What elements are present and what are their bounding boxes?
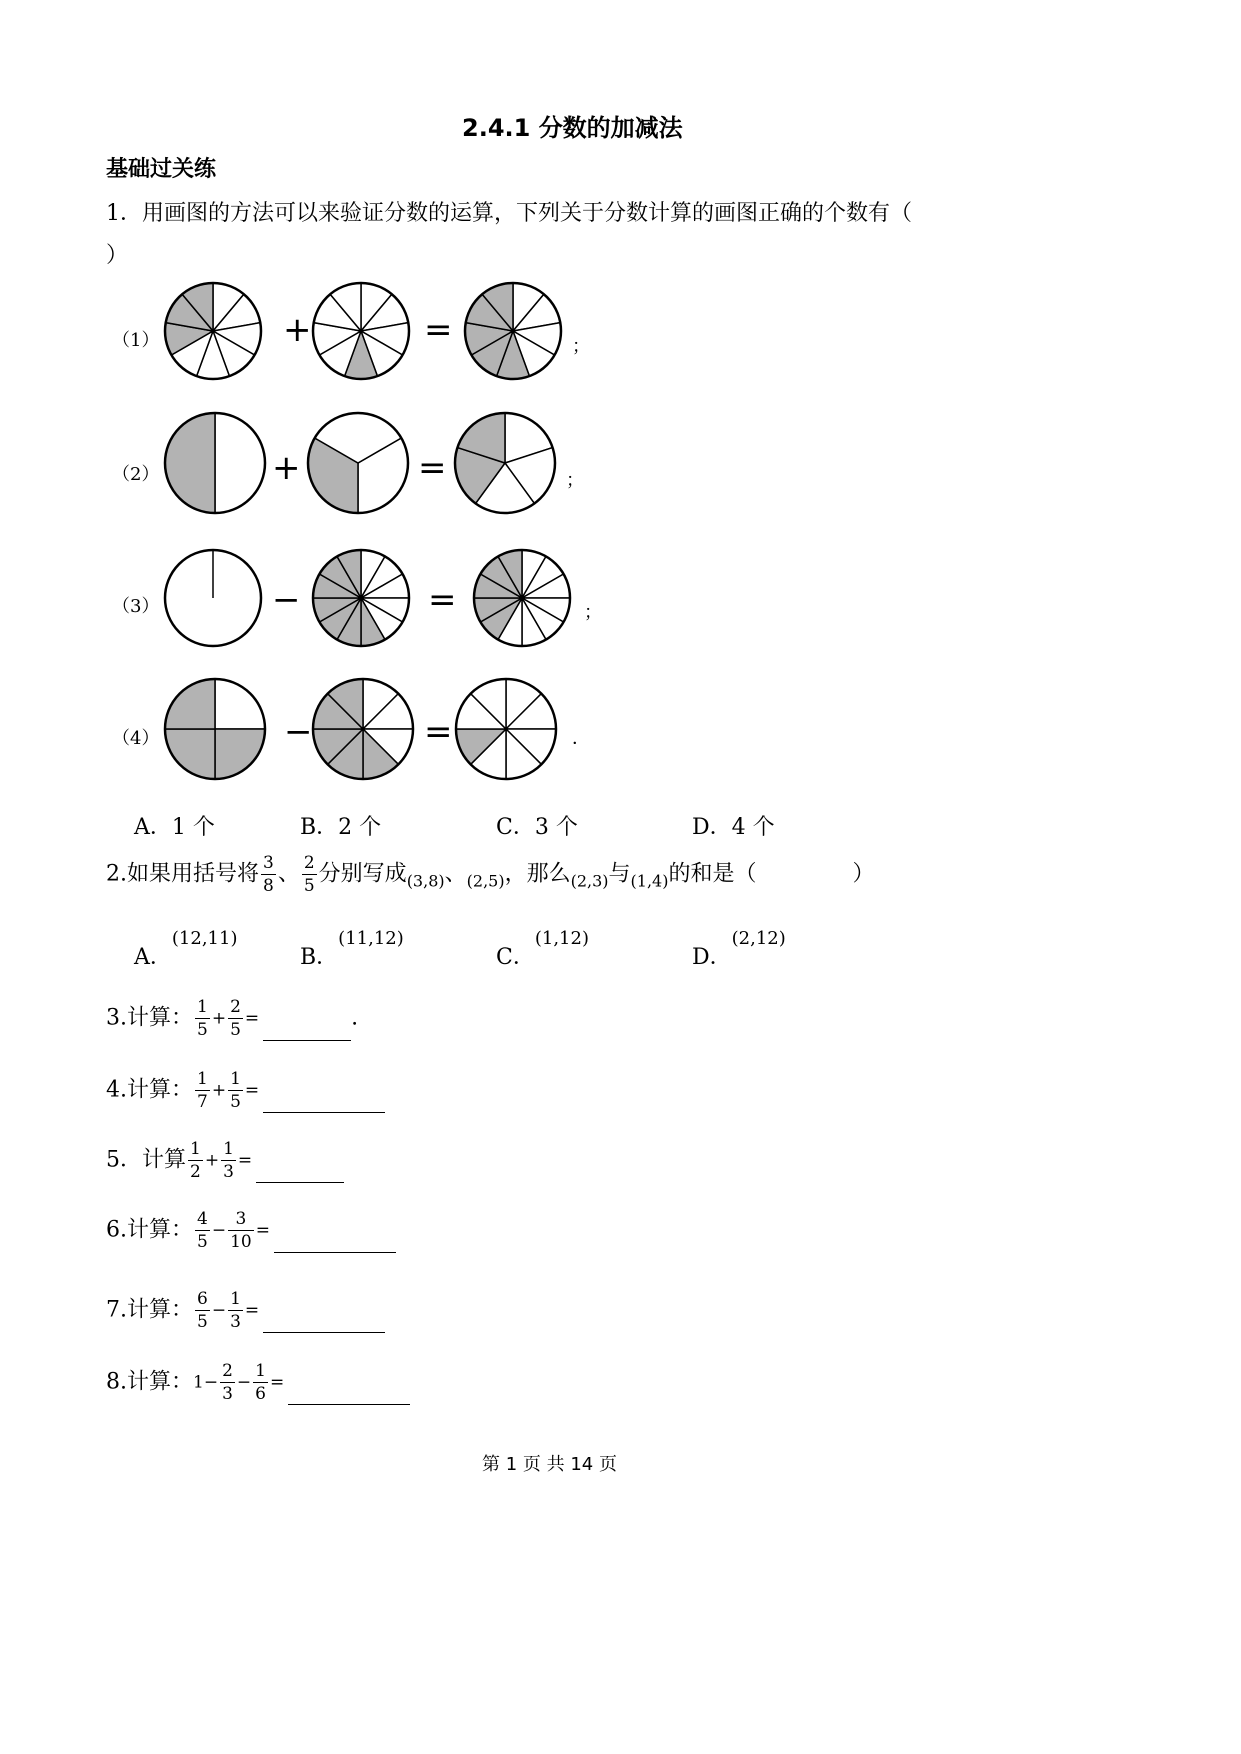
row4-circle-left — [165, 679, 265, 779]
row3-circle-left — [165, 550, 261, 646]
q3-answer-blank[interactable] — [263, 1016, 351, 1041]
row4-circle-result — [456, 679, 556, 779]
q2-text-3: ，那么 — [504, 861, 571, 887]
row2-circle-left-slice-1 — [165, 413, 215, 513]
q1-row4-end: ． — [572, 728, 590, 749]
q2-coord-2: (2,5) — [466, 871, 505, 891]
q1-option-d[interactable]: D．4 个 — [692, 815, 775, 840]
q2-fraction-2: $\frac{2}{5}$ — [303, 853, 315, 896]
q2-coord-3: (2,3) — [570, 871, 609, 891]
q2-option-d[interactable]: D．$^{(2,12)}$ — [692, 928, 786, 970]
row2-circle-middle — [308, 413, 408, 513]
q6: 6.计算： $\frac{4}{5}$ − $\frac{3}{10}$ = — [106, 1208, 396, 1253]
q5: 5．计算 $\frac{1}{2}$ + $\frac{1}{3}$ = — [106, 1138, 344, 1183]
q1-row1-plus: + — [283, 310, 312, 350]
q1-option-c[interactable]: C．3 个 — [496, 815, 578, 840]
q2-text-2: 分别写成 — [318, 861, 407, 887]
row3-circle-middle — [313, 550, 409, 646]
q1-row2-equals: = — [418, 448, 447, 488]
q4-answer-blank[interactable] — [263, 1088, 385, 1113]
page-title: 2.4.1 分数的加减法 — [462, 114, 683, 142]
q1-row4-minus: − — [284, 712, 313, 752]
q6-answer-blank[interactable] — [274, 1228, 396, 1253]
q5-answer-blank[interactable] — [256, 1158, 344, 1183]
q8: 8.计算：1− $\frac{2}{3}$ − $\frac{1}{6}$ = — [106, 1360, 410, 1405]
q1-row3-equals: = — [428, 580, 457, 620]
q3: 3.计算： $\frac{1}{5}$ + $\frac{2}{5}$ = . — [106, 997, 359, 1040]
section-heading: 基础过关练 — [106, 157, 217, 182]
row1-circle-left — [165, 283, 261, 379]
row2-circle-left-slice-0 — [215, 413, 265, 513]
q2-fraction-1: $\frac{3}{8}$ — [263, 853, 274, 896]
q2-sep-2: 、 — [444, 861, 467, 887]
q1-stem-line1: 1．用画图的方法可以来验证分数的运算，下列关于分数计算的画图正确的个数有（ — [106, 201, 912, 226]
row1-circle-result — [465, 283, 561, 379]
page-footer: 第 1 页 共 14 页 — [482, 1454, 617, 1475]
q1-row3-minus: − — [272, 580, 301, 620]
q2-sep-1: 、 — [277, 861, 300, 887]
q1-option-a[interactable]: A．1 个 — [134, 815, 215, 840]
q1-row1-equals: = — [424, 310, 453, 350]
q2-coord-4: (1,4) — [630, 871, 669, 891]
row4-circle-middle — [313, 679, 413, 779]
q1-row3-end: ； — [584, 602, 602, 623]
q2-text-1: 2.如果用括号将 — [106, 861, 259, 887]
q1-row2-plus: + — [272, 448, 301, 488]
q1-row3-label: （3） — [112, 596, 160, 617]
q7-answer-blank[interactable] — [263, 1308, 385, 1333]
row1-circle-middle — [313, 283, 409, 379]
q1-row4-label: （4） — [112, 728, 160, 749]
row2-circle-result — [455, 413, 555, 513]
q4: 4.计算： $\frac{1}{7}$ + $\frac{1}{5}$ = — [106, 1068, 385, 1113]
q1-row1-end: ； — [572, 336, 590, 357]
q1-row4-equals: = — [424, 712, 453, 752]
q1-row1-label: （1） — [112, 330, 160, 351]
q8-answer-blank[interactable] — [288, 1380, 410, 1405]
q2-stem — [106, 852, 875, 897]
q1-option-b[interactable]: B．2 个 — [300, 815, 382, 840]
q1-stem-line2: ） — [106, 243, 129, 268]
q2-text-6: ） — [852, 861, 875, 887]
fraction-circles-diagram — [0, 0, 1241, 820]
q2-coord-1: (3,8) — [406, 871, 445, 891]
q2-text-5: 的和是（ — [668, 861, 757, 887]
row2-circle-left — [165, 413, 265, 513]
q1-row2-label: （2） — [112, 464, 160, 485]
q2-option-a[interactable]: A．$^{(12,11)}$ — [134, 928, 238, 970]
q2-option-b[interactable]: B．$^{(11,12)}$ — [300, 928, 404, 970]
q7: 7.计算： $\frac{6}{5}$ − $\frac{1}{3}$ = — [106, 1288, 385, 1333]
q2-text-4: 与 — [608, 861, 631, 887]
q2-option-c[interactable]: C．$^{(1,12)}$ — [496, 928, 589, 970]
row3-circle-result — [474, 550, 570, 646]
q1-row2-end: ； — [566, 470, 584, 491]
